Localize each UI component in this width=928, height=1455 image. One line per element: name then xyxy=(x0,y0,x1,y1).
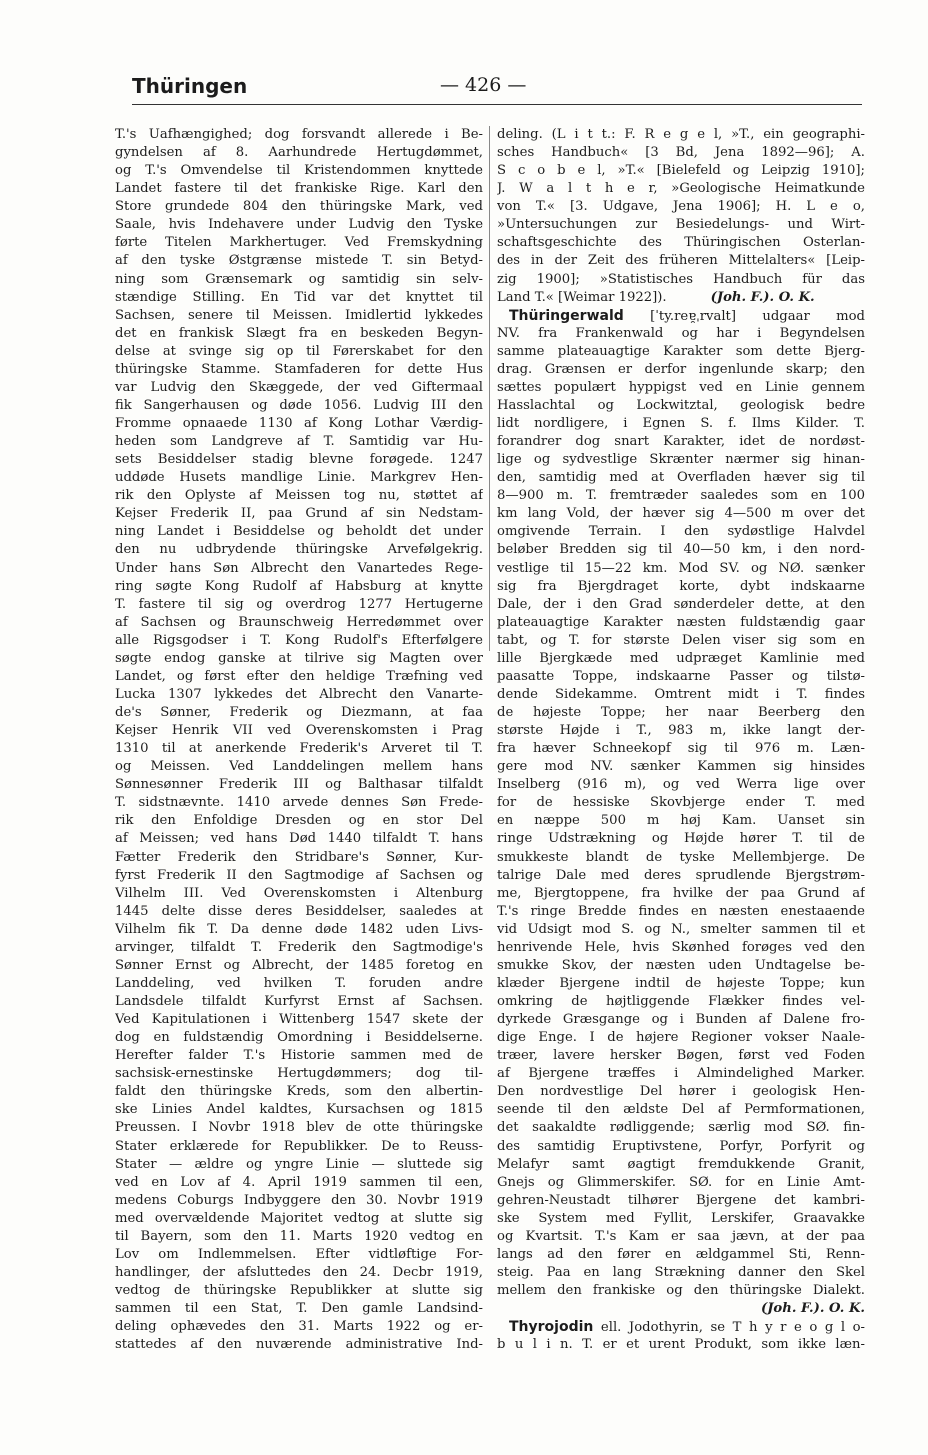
text-line: Dale, der i den Grad sønderdeler dette, at den xyxy=(497,596,865,612)
text-line: de's Sønner, Frederik og Diezmann, at faa xyxy=(115,705,483,720)
text-line: en næppe 500 m høj Kam. Uanset sin xyxy=(497,813,865,829)
text-line: dog en fuldstændig Omordning i Besiddelserne. xyxy=(115,1030,483,1046)
text-line: km lang Vold, der hæver sig 4—500 m over det xyxy=(497,506,865,522)
text-line: delse at svinge sig op til Førerskabet for den xyxy=(115,343,483,359)
text-line: Fætter Frederik den Stridbare's Sønner, Kur- xyxy=(115,849,483,865)
text-line: Saale, hvis Indehavere under Ludvig den Tyske xyxy=(115,217,483,233)
text-line: stændige Stilling. En Tid var det knyttet til xyxy=(115,289,483,305)
text-line: ringe Udstrækning og Højde hører T. til de xyxy=(497,831,865,847)
text-line: fik Sangerhausen og døde 1056. Ludvig III den xyxy=(115,397,483,413)
text-line: NV. fra Frankenwald og har i Begyndelsen xyxy=(497,325,865,341)
text-line: vedtog de thüringske Republikker at slutte sig xyxy=(115,1283,483,1298)
right-column xyxy=(497,126,865,1354)
entry-thueringerwald-first-line xyxy=(497,307,865,325)
text-line: schaftsgeschichte des Thüringischen Osterlan- xyxy=(497,235,865,251)
text-line: søgte endog ganske at tilrive sig Magten over xyxy=(115,650,483,666)
page-header xyxy=(132,74,862,106)
text-line: T. fastere til sig og overdrog 1277 Hertugerne xyxy=(115,596,483,612)
text-line: zig 1900]; »Statistisches Handbuch für das xyxy=(497,271,865,287)
text-line: rik den Enfoldige Dresden og en stor Del xyxy=(115,813,483,829)
text-line: des samtidig Eruptivstene, Porfyr, Porfyrit og xyxy=(497,1138,865,1154)
text-line: Kejser Henrik VII ved Overenskomsten i Prag xyxy=(115,723,483,739)
text-line: Inselberg (916 m), og ved Werra lige over xyxy=(497,777,865,793)
text-line: thüringske Stamme. Stamfaderen for dette Hus xyxy=(115,361,483,377)
text-line: J. W a l t h e r, »Geologische Heimatkunde xyxy=(497,181,865,197)
text-line: Ved Kapitulationen i Wittenberg 1547 skete der xyxy=(115,1012,483,1028)
text-line: 1445 delte disse deres Besiddelser, saaledes at xyxy=(115,903,483,919)
text-line: Preussen. I Novbr 1918 blev de otte thüringske xyxy=(115,1120,483,1136)
text-line: sættes populært hyppigst ved en Linie gennem xyxy=(497,379,865,395)
entry-thyrojodin-text: ell. Jodothyrin, se T h y r e o g l o- xyxy=(593,1320,865,1336)
bibliography-end-text: Land T.« [Weimar 1922]). xyxy=(497,289,667,305)
text-line: uddøde Husets mandlige Linie. Markgrev Hen- xyxy=(115,470,483,486)
text-line: Stater erklærede for Republikker. De to Reuss- xyxy=(115,1138,483,1154)
text-line: det saakaldte rødliggende; særlig mod SØ. fin- xyxy=(497,1120,865,1136)
text-line: dende Sidekamme. Omtrent midt i T. findes xyxy=(497,686,865,702)
column-rule xyxy=(489,126,490,651)
text-line: Lov om Indlemmelsen. Efter vidtløftige For- xyxy=(115,1246,483,1262)
text-line: var Ludvig den Skæggede, der ved Giftermaal xyxy=(115,379,483,395)
text-line: »Untersuchungen zur Besiedelungs- und Wirt- xyxy=(497,217,865,233)
text-line: gehren-Neustadt tilhører Bjergene det kambri- xyxy=(497,1192,865,1208)
text-line: lidt nordligere, i Egnen S. f. Ilms Kilder. T. xyxy=(497,416,865,431)
text-line: Gnejs og Glimmerskifer. SØ. for en Linie Amt- xyxy=(497,1174,865,1190)
text-line: ning som Grænsemark og samtidig sin selv- xyxy=(115,271,483,287)
text-line: samme plateauagtige Karakter som dette Bjerg- xyxy=(497,343,865,359)
text-line: heden som Landgreve af T. Samtidig var Hu- xyxy=(115,434,483,450)
entry-thueringen-bibliography xyxy=(497,126,865,289)
text-line: T. sidstnævnte. 1410 arvede dennes Søn Frede- xyxy=(115,795,483,811)
text-line: den, samtidig med at Overfladen hæver sig til xyxy=(497,470,865,486)
text-line: omkring de højtliggende Flækker findes vel- xyxy=(497,994,865,1009)
text-line: Herefter falder T.'s Historie sammen med de xyxy=(115,1048,483,1064)
headword-thyrojodin: Thyrojodin xyxy=(509,1319,594,1336)
text-line: Landdeling, ved hvilken T. foruden andre xyxy=(115,975,483,991)
text-line: tabt, og T. for største Delen viser sig som en xyxy=(497,632,865,648)
text-line: vestlige til 15—22 km. Mod SV. og NØ. sænker xyxy=(497,560,865,576)
running-title: Thüringen xyxy=(132,74,248,98)
text-line: ske System med Fyllit, Lerskifer, Graavakke xyxy=(497,1210,865,1226)
text-line: vid Udsigt mod S. og N., smelter sammen til et xyxy=(497,921,865,937)
text-line: sets Besiddelser stadig blevne forøgede. 1247 xyxy=(115,452,483,468)
text-line: sig fra Bjergdraget korte, dybt indskaarne xyxy=(497,578,865,594)
text-line: 1310 til at anerkende Frederik's Arveret til T. xyxy=(115,741,483,757)
text-line: dyrkede Græsgange og i Bunden af Dalene fro- xyxy=(497,1012,865,1028)
header-rule xyxy=(132,104,862,105)
text-line: T.'s ringe Bredde findes en næsten enestaaende xyxy=(497,903,865,919)
text-line: gyndelsen af 8. Aarhundrede Hertugdømmet, xyxy=(115,145,483,161)
text-line: arvinger, tilfaldt T. Frederik den Sagtmodige's xyxy=(115,939,483,955)
text-line: des in der Zeit des früheren Mittelalters« [Leip- xyxy=(497,253,865,269)
text-line: steig. Paa en lang Strækning danner den Skel xyxy=(497,1264,865,1280)
text-line: og Kvartsit. T.'s Kam er saa jævn, at der paa xyxy=(497,1228,865,1244)
text-line: talrige Dale med deres sprudlende Bjergstrøm- xyxy=(497,867,865,883)
page-number: — 426 — xyxy=(440,74,527,96)
author-signature: (Joh. F.). O. K. xyxy=(710,289,815,305)
text-line: mellem den frankiske og den thüringske Dialekt. xyxy=(497,1283,865,1298)
text-line: deling. (L i t t.: F. R e g e l, »T., ein geographi- xyxy=(497,127,865,142)
text-line: Lucka 1307 lykkedes det Albrecht den Vanarte- xyxy=(115,686,483,702)
text-line: Landsdele tilfaldt Kurfyrst Ernst af Sachsen. xyxy=(115,994,483,1009)
text-line: T.'s Uafhængighed; dog forsvandt allerede i Be- xyxy=(115,127,483,142)
text-line: sachsisk-ernestinske Hertugdømmers; dog til- xyxy=(115,1066,483,1082)
text-line: den nu udbrydende thüringske Arvefølgekrig. xyxy=(115,542,483,558)
text-line: lille Bjergkæde med udpræget Kamlinie med xyxy=(497,650,865,666)
text-line: af den tyske Østgrænse mistede T. sin Betyd- xyxy=(115,253,483,269)
text-line: klæder Bjergene indtil de højeste Toppe; kun xyxy=(497,975,865,991)
text-line: alle Rigsgodser i T. Kong Rudolf's Efterfølgere xyxy=(115,632,483,648)
text-line: Sachsen, senere til Meissen. Imidlertid lykkedes xyxy=(115,307,483,323)
text-line: beløber Bredden sig til 40—50 km, i den nord- xyxy=(497,542,865,558)
text-line: 8—900 m. T. fremtræder saaledes som en 100 xyxy=(497,488,865,504)
text-line: træer, lavere hersker Bøgen, først ved Foden xyxy=(497,1048,865,1064)
text-line: omgivende Terrain. I den sydøstlige Halvdel xyxy=(497,524,865,540)
text-line: med overvældende Majoritet vedtog at slutte sig xyxy=(115,1210,483,1226)
text-line: stattedes af den nuværende administrative Ind- xyxy=(115,1337,483,1353)
author-signature-line xyxy=(497,1300,865,1318)
left-column xyxy=(115,126,483,1354)
text-line: S c o b e l, »T.« [Bielefeld og Leipzig 1910]; xyxy=(497,163,865,179)
text-line: von T.« [3. Udgave, Jena 1906]; H. L e o, xyxy=(497,199,865,215)
text-line: Store grundede 804 den thüringske Mark, ved xyxy=(115,199,483,215)
text-line: Fromme opnaaede 1130 af Kong Lothar Værdig- xyxy=(115,416,483,431)
text-line: ning Landet i Besiddelse og beholdt det under xyxy=(115,524,483,540)
text-line: deling ophævedes den 31. Marts 1922 og er- xyxy=(115,1319,483,1335)
text-line: Under hans Søn Albrecht den Vanartedes Rege- xyxy=(115,560,483,576)
text-line: største Højde i T., 983 m, ikke langt der- xyxy=(497,723,865,739)
text-line: ring søgte Kong Rudolf af Habsburg at knytte xyxy=(115,578,483,594)
text-line: smukkeste blandt de tyske Mellembjerge. De xyxy=(497,849,865,865)
text-line: Kejser Frederik II, paa Grund af sin Nedstam- xyxy=(115,506,483,522)
text-line: plateauagtige Karakter næsten fuldstændig gaar xyxy=(497,614,865,630)
text-line: Landet, og først efter den heldige Træfning ved xyxy=(115,668,483,684)
text-line: Vilhelm fik T. Da denne døde 1482 uden Livs- xyxy=(115,921,483,937)
text-line: til Bayern, som den 11. Marts 1920 vedtog en xyxy=(115,1228,483,1244)
text-line: de højeste Toppe; her naar Beerberg den xyxy=(497,705,865,720)
author-signature: (Joh. F.). O. K. xyxy=(760,1301,865,1317)
text-line: seende til den ældste Del af Permformationen, xyxy=(497,1102,865,1118)
text-line: faldt den thüringske Kreds, som den albertin- xyxy=(115,1084,483,1100)
headword-thueringerwald: Thüringerwald xyxy=(509,307,624,324)
text-line: drag. Grænsen er derfor ingenlunde skarp; den xyxy=(497,361,865,377)
text-line: ske Linies Andel kaldtes, Kursachsen og 1815 xyxy=(115,1102,483,1118)
text-line: Den nordvestlige Del hører i geologisk Hen- xyxy=(497,1084,865,1100)
text-line: Landet fastere til det frankiske Rige. Karl den xyxy=(115,181,483,197)
text-line: fyrst Frederik II den Sagtmodige af Sachsen og xyxy=(115,867,483,883)
text-line: langs ad den fører en ældgammel Sti, Renn- xyxy=(497,1246,865,1262)
text-line: handlinger, der afsluttedes den 24. Decbr 1919, xyxy=(115,1264,483,1280)
text-line: dige Enge. I de højere Regioner vokser Naale- xyxy=(497,1030,865,1046)
text-line: Sønnesønner Frederik III og Balthasar tilfaldt xyxy=(115,777,483,793)
text-line: Sønner Ernst og Albrecht, der 1485 foretog en xyxy=(115,957,483,973)
text-line: af Meissen; ved hans Død 1440 tilfaldt T. hans xyxy=(115,831,483,847)
text-line: henrivende Hele, hvis Skønhed forøges ved den xyxy=(497,939,865,955)
text-line: forandrer dog snart Karakter, idet de nordøst- xyxy=(497,434,865,450)
text-line: rik den Oplyste af Meissen tog nu, støttet af xyxy=(115,488,483,504)
text-line: Melafyr samt øagtigt fremdukkende Granit, xyxy=(497,1156,865,1172)
text-line: lige og sydvestlige Skrænter nærmer sig hinan- xyxy=(497,452,865,468)
text-line: for de hessiske Skovbjerge ender T. med xyxy=(497,795,865,811)
text-line: gere mod NV. sænker Kammen sig hinsides xyxy=(497,759,865,775)
text-line: af Bjergene træffes i Almindelighed Marker. xyxy=(497,1066,865,1082)
entry-thueringen-last-line xyxy=(497,289,865,307)
text-line: det en frankisk Slægt fra en beskeden Begyn- xyxy=(115,325,483,341)
text-line: og Meissen. Ved Landdelingen mellem hans xyxy=(115,759,483,775)
text-line: af Sachsen og Braunschweig Herredømmet over xyxy=(115,614,483,630)
text-line: Stater — ældre og yngre Linie — sluttede sig xyxy=(115,1156,483,1172)
entry-thyrojodin-first-line xyxy=(497,1318,865,1336)
entry-thyrojodin-line: b u l i n. T. er et urent Produkt, som ikke læn- xyxy=(497,1337,865,1353)
text-line: ved en Lov af 4. April 1919 sammen til een, xyxy=(115,1174,483,1190)
text-line: me, Bjergtoppene, fra hvilke der paa Grund af xyxy=(497,885,865,901)
text-line: sches Handbuch« [3 Bd, Jena 1892—96]; A. xyxy=(497,145,865,161)
pronunciation-and-text: [ˈty.reɐ̯ˌrvalt] udgaar mod xyxy=(623,308,865,324)
text-line: fra hæver Schneekopf sig til 976 m. Læn- xyxy=(497,741,865,757)
text-line: sammen til een Stat, T. Den gamle Landsind- xyxy=(115,1301,483,1317)
text-line: smukke Skov, der næsten uden Undtagelse be- xyxy=(497,957,865,973)
entry-thueringerwald-body xyxy=(497,325,865,1300)
text-line: og T.'s Omvendelse til Kristendommen knyttede xyxy=(115,163,483,179)
text-line: førte Titelen Markhertuger. Ved Fremskydning xyxy=(115,235,483,251)
text-line: Hasslachtal og Lockwitztal, geologisk bedre xyxy=(497,397,865,413)
text-line: medens Coburgs Indbyggere den 30. Novbr 1919 xyxy=(115,1192,483,1208)
text-line: paasatte Toppe, indskaarne Passer og tilstø- xyxy=(497,668,865,684)
text-line: Vilhelm III. Ved Overenskomsten i Altenburg xyxy=(115,885,483,901)
